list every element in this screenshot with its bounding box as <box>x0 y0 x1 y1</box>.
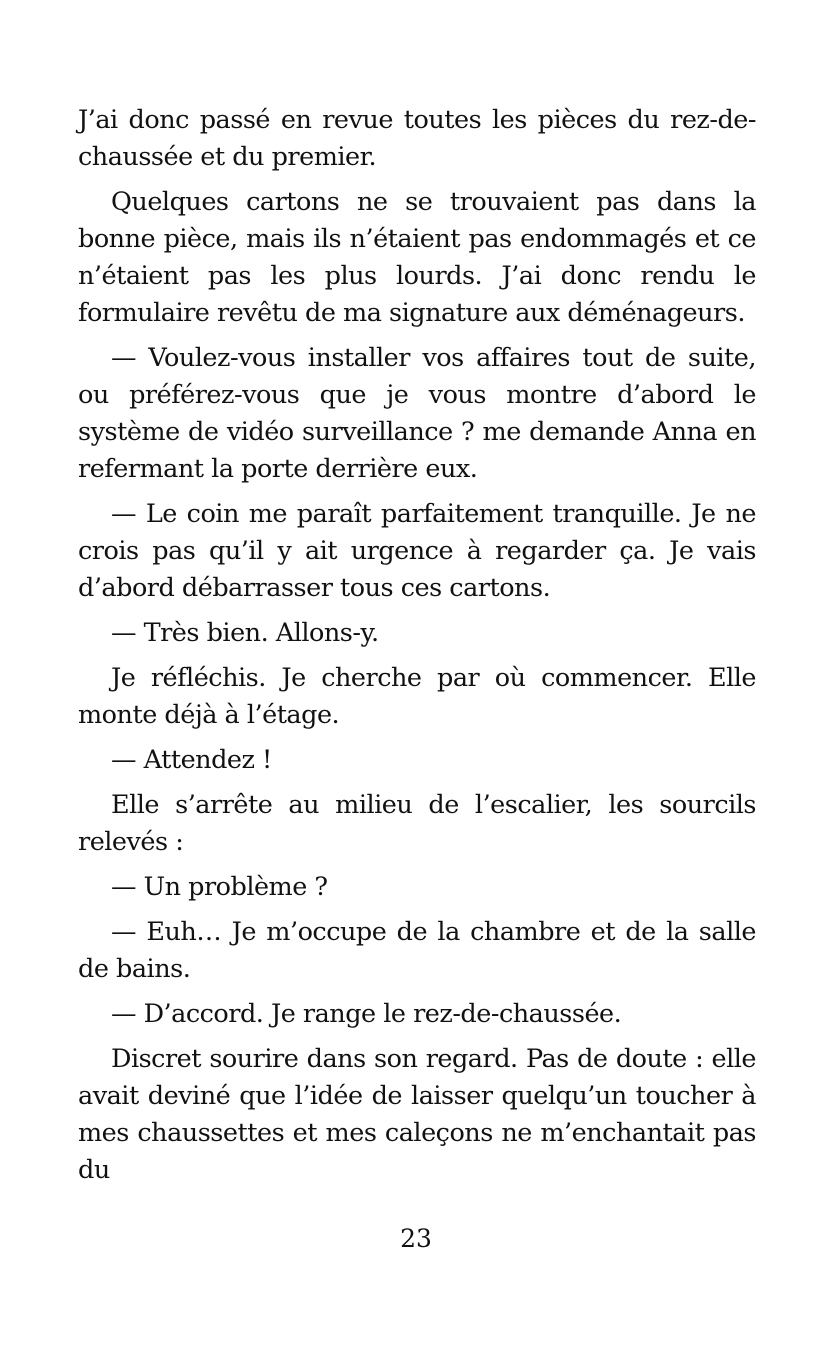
paragraph: — Très bien. Allons-y. <box>111 618 379 648</box>
paragraph: J’ai donc passé en revue toutes les pièces du rez-de-chaussée et du premier. <box>78 105 756 172</box>
paragraph: — Voulez-vous installer vos affaires tout de suite, ou préférez-vous que je vous montre d’abord le système de vidéo surveillance ? me demande Anna en refermant la porte derrière eux. <box>78 343 756 484</box>
paragraph: Elle s’arrête au milieu de l’escalier, les sourcils relevés : <box>78 790 756 857</box>
page-body <box>78 102 756 1197</box>
paragraph: Je réfléchis. Je cherche par où commencer. Elle monte déjà à l’étage. <box>78 663 756 730</box>
paragraph: — Un problème ? <box>111 872 328 902</box>
paragraph: Discret sourire dans son regard. Pas de doute : elle avait deviné que l’idée de laisser quelqu’un toucher à mes chaussettes et mes caleçons ne m’enchantait pas du <box>78 1044 756 1185</box>
paragraph: — Attendez ! <box>111 745 272 775</box>
page-number: 23 <box>400 1224 432 1253</box>
paragraph: — D’accord. Je range le rez-de-chaussée. <box>111 999 622 1029</box>
paragraph: Quelques cartons ne se trouvaient pas dans la bonne pièce, mais ils n’étaient pas endommagés et ce n’étaient pas les plus lourds. J’ai donc rendu le formulaire revêtu de ma signature aux déménageurs. <box>78 187 756 328</box>
paragraph: — Euh… Je m’occupe de la chambre et de la salle de bains. <box>78 917 756 984</box>
paragraph: — Le coin me paraît parfaitement tranquille. Je ne crois pas qu’il y ait urgence à regarder ça. Je vais d’abord débarrasser tous ces cartons. <box>78 499 756 603</box>
